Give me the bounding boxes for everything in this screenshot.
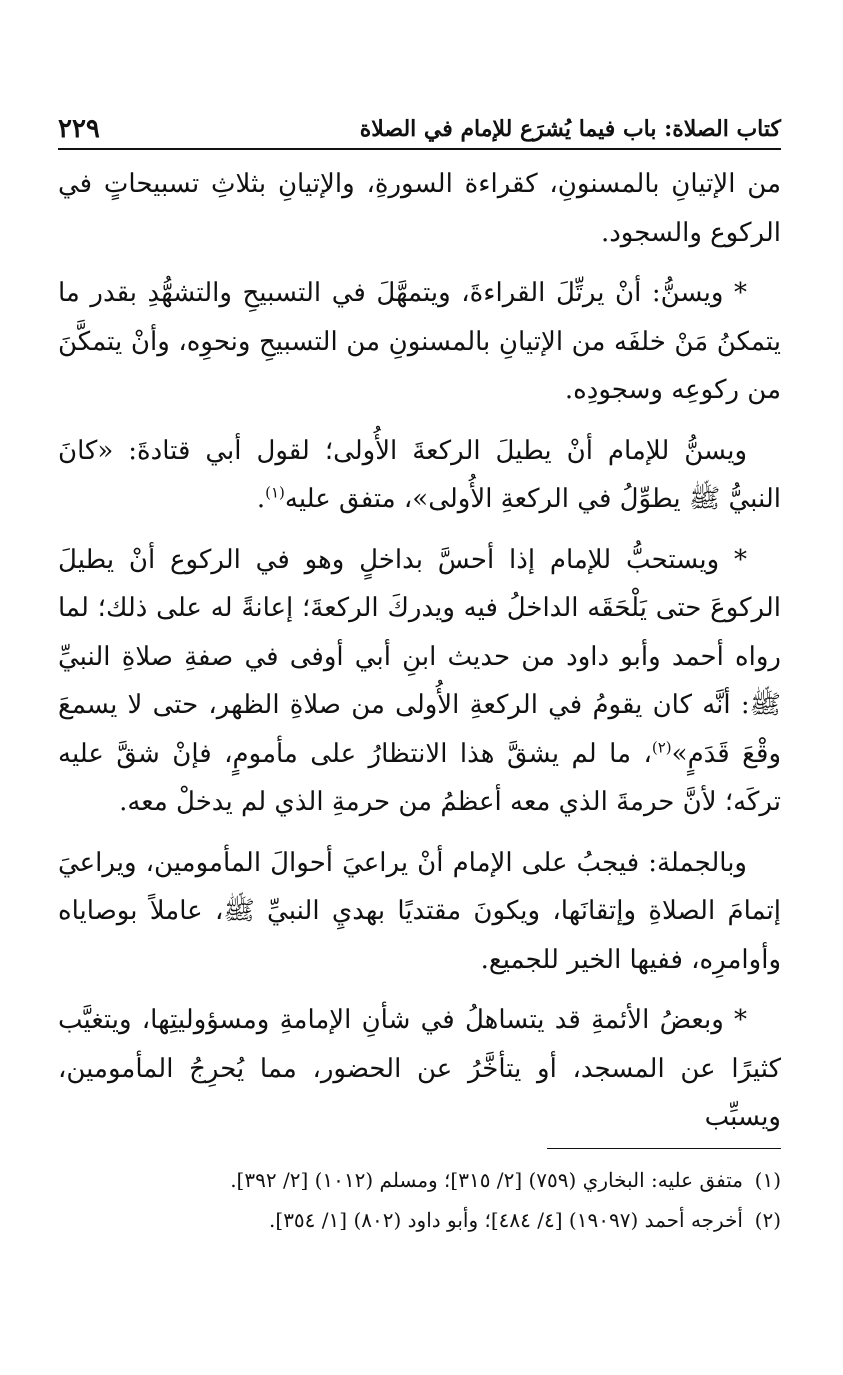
paragraph-6-text: * وبعضُ الأئمةِ قد يتساهلُ في شأنِ الإمامةِ ومسؤوليتِها، ويتغيَّب كثيرًا عن المسجد، أو يتأخَّرُ عن الحضور، مما يُحرِجُ المأمومين، ويسبِّب	[58, 1005, 781, 1132]
main-text	[58, 160, 781, 1154]
footnote-text: متفق عليه: البخاري (٧٥٩) [٢/ ٣١٥]؛ ومسلم (١٠١٢) [٢/ ٣٩٢].	[230, 1168, 743, 1192]
footnote-separator	[547, 1148, 781, 1149]
paragraph-3-text: ويسنُّ للإمام أنْ يطيلَ الركعةَ الأُولى؛ لقول أبي قتادةَ: «كانَ النبيُّ ﷺ يطوِّلُ في الركعةِ الأُولى»، متفق عليه	[58, 435, 781, 514]
paragraph-4-text: * ويستحبُّ للإمام إذا أحسَّ بداخلٍ وهو في الركوع أنْ يطيلَ الركوعَ حتى يَلْحَقَه الداخلُ فيه ويدركَ الركعةَ؛ إعانةً له على ذلك؛ لما رواه أحمد وأبو داود من حديث ابنِ أبي أوفى في صفةِ صلاةِ النبيِّ ﷺ: أنَّه كان يقومُ في الركعةِ الأُولى من صلاةِ الظهر، حتى لا يسمعَ وقْعَ قَدَمٍ»	[58, 544, 782, 769]
footnotes	[58, 1160, 781, 1240]
footnote-text: أخرجه أحمد (١٩٠٩٧) [٤/ ٤٨٤]؛ وأبو داود (٨٠٢) [١/ ٣٥٤].	[269, 1208, 743, 1232]
footnote-item	[58, 1160, 781, 1200]
paragraph-1	[58, 160, 781, 257]
paragraph-1-text: من الإتيانِ بالمسنونِ، كقراءة السورةِ، والإتيانِ بثلاثِ تسبيحاتٍ في الركوع والسجود.	[58, 169, 781, 248]
page-header	[58, 100, 781, 146]
footnote-ref-2: (٢)	[651, 737, 672, 756]
header-rule	[58, 148, 781, 150]
paragraph-4-tail: ، ما لم يشقَّ هذا الانتظارُ على مأمومٍ، فإنْ شقَّ عليه تركَه؛ لأنَّ حرمةَ الذي معه أعظمُ من حرمةِ الذي لم يدخلْ معه.	[58, 738, 781, 817]
footnote-ref-1: (١)	[265, 483, 285, 502]
paragraph-3	[58, 427, 781, 524]
running-title: كتاب الصلاة: باب فيما يُشرَع للإمام في الصلاة	[359, 116, 781, 142]
footnote-number: (١)	[754, 1168, 781, 1192]
footnote-item	[58, 1200, 781, 1240]
page-number: ٢٢٩	[58, 114, 100, 144]
paragraph-5	[58, 839, 781, 985]
paragraph-3-tail: .	[256, 484, 266, 514]
paragraph-2-text: * ويسنُّ: أنْ يرتِّلَ القراءةَ، ويتمهَّلَ في التسبيحِ والتشهُّدِ بقدر ما يتمكنُ مَنْ خلفَه من الإتيانِ بالمسنونِ من التسبيحِ ونحوِه، وأنْ يتمكَّنَ من ركوعِه وسجودِه.	[58, 278, 781, 405]
paragraph-2	[58, 269, 781, 415]
paragraph-5-text: وبالجملة: فيجبُ على الإمام أنْ يراعيَ أحوالَ المأمومين، ويراعيَ إتمامَ الصلاةِ وإتقانَها، ويكونَ مقتديًا بهديِ النبيِّ ﷺ، عاملاً بوصاياه وأوامرِه، ففيها الخير للجميع.	[58, 847, 781, 975]
footnote-number: (٢)	[754, 1208, 781, 1232]
paragraph-4	[58, 536, 781, 827]
paragraph-6	[58, 996, 781, 1142]
